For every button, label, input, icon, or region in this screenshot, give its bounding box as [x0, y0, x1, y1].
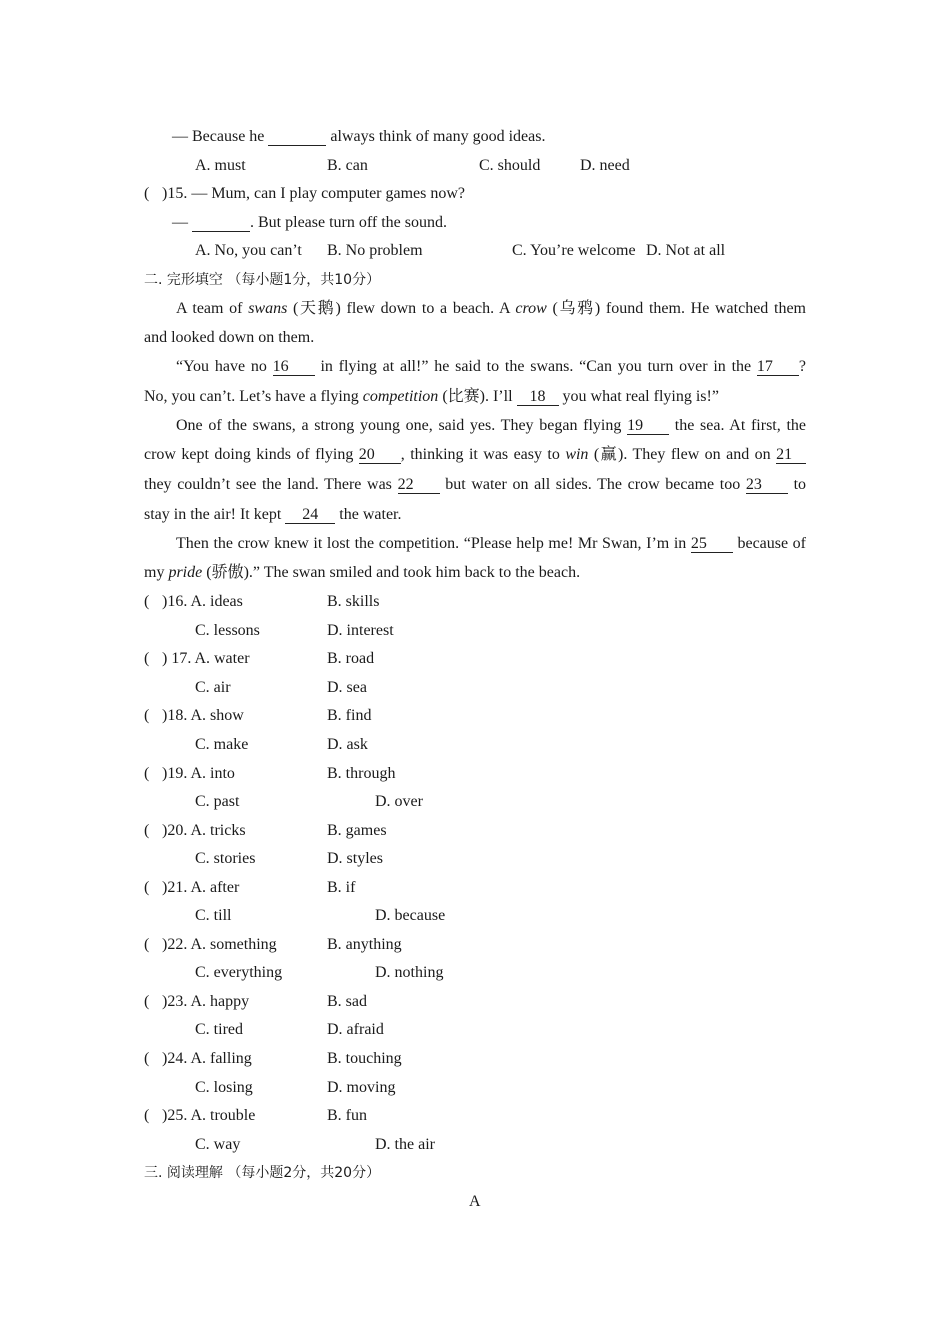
- q22-paren: (: [144, 936, 150, 953]
- blank-20: 20: [359, 446, 401, 464]
- q22-option-d: D. nothing: [375, 964, 444, 981]
- q20-paren: (: [144, 822, 150, 839]
- q23-option-d: D. afraid: [327, 1021, 384, 1038]
- p3-text-h: to: [793, 476, 807, 493]
- q14-answer-suffix: always think of many good ideas.: [330, 128, 546, 145]
- q15-option-a: A. No, you can’t: [195, 242, 302, 259]
- q21-option-a: )21. A. after: [162, 879, 240, 896]
- blank-23: 23: [746, 476, 788, 494]
- q21-option-b: B. if: [327, 879, 356, 896]
- p4-text-b: because of: [737, 535, 807, 552]
- q14-blank: [268, 128, 326, 146]
- q14-answer-prefix: — Because he: [172, 128, 265, 145]
- blank-21: 21: [776, 446, 806, 464]
- q18-option-d: D. ask: [327, 736, 368, 753]
- section2-heading: 二. 完形填空 （每小题1分，共10分）: [144, 272, 381, 288]
- q24-option-d: D. moving: [327, 1079, 396, 1096]
- q20-option-b: B. games: [327, 822, 387, 839]
- q18-option-c: C. make: [195, 736, 249, 753]
- q21-option-c: C. till: [195, 907, 232, 924]
- p2-word-competition: competition: [362, 388, 439, 405]
- p3-text-j: the water.: [339, 506, 402, 523]
- q19-option-d: D. over: [375, 793, 423, 810]
- q15-answer-suffix: . But please turn off the sound.: [250, 214, 448, 231]
- q22-option-c: C. everything: [195, 964, 283, 981]
- q15-blank: [192, 214, 250, 232]
- q15-stem: )15. — Mum, can I play computer games now?: [162, 185, 466, 202]
- blank-19: 19: [627, 417, 669, 435]
- p3-text-a: One of the swans, a strong young one, said yes. They began flying: [176, 417, 622, 434]
- q17-option-b: B. road: [327, 650, 375, 667]
- p3-text-b: the sea. At first, the: [674, 417, 807, 434]
- blank-22: 22: [398, 476, 440, 494]
- q25-option-a: )25. A. trouble: [162, 1107, 256, 1124]
- q21-paren: (: [144, 879, 150, 896]
- q20-option-d: D. styles: [327, 850, 383, 867]
- q17-option-d: D. sea: [327, 679, 367, 696]
- passage-p4-line2: [144, 563, 580, 583]
- p4-text-a: Then the crow knew it lost the competition. “Please help me! Mr Swan, I’m in: [176, 535, 687, 552]
- q18-paren: (: [144, 707, 150, 724]
- passage-p2-line2: [144, 387, 719, 407]
- q22-option-a: )22. A. something: [162, 936, 277, 953]
- blank-17: 17: [757, 358, 799, 376]
- section3-subheading: A: [469, 1193, 481, 1210]
- q19-option-c: C. past: [195, 793, 240, 810]
- p2-text-a: “You have no: [176, 358, 267, 375]
- q23-paren: (: [144, 993, 150, 1010]
- passage-p2-line1: [176, 357, 806, 377]
- q15-option-b: B. No problem: [327, 242, 423, 259]
- q17-option-c: C. air: [195, 679, 231, 696]
- blank-18: 18: [517, 388, 559, 406]
- p2-text-e: (比赛). I’ll: [442, 388, 513, 405]
- q18-option-a: )18. A. show: [162, 707, 244, 724]
- q16-option-b: B. skills: [327, 593, 380, 610]
- q19-paren: (: [144, 765, 150, 782]
- p1-word-crow: crow: [515, 300, 547, 317]
- blank-16: 16: [273, 358, 315, 376]
- p3-text-c: crow kept doing kinds of flying: [144, 446, 354, 463]
- q23-option-a: )23. A. happy: [162, 993, 250, 1010]
- q15-paren: (: [144, 185, 150, 202]
- q15-answer-line: [172, 213, 447, 233]
- p2-text-f: you what real flying is!”: [562, 388, 719, 405]
- passage-p1-line1: [176, 299, 806, 319]
- p1-word-swans: swans: [248, 300, 288, 317]
- q21-option-d: D. because: [375, 907, 446, 924]
- q14-option-d: D. need: [580, 157, 630, 174]
- q25-option-b: B. fun: [327, 1107, 367, 1124]
- q22-option-b: B. anything: [327, 936, 402, 953]
- q16-option-c: C. lessons: [195, 622, 260, 639]
- p4-text-d: (骄傲).” The swan smiled and took him back to the beach.: [206, 564, 581, 581]
- p4-text-c: my: [144, 564, 165, 581]
- q23-option-b: B. sad: [327, 993, 367, 1010]
- p1-text-c: (乌鸦) found them. He watched them: [552, 300, 806, 317]
- q14-answer-line: [172, 127, 545, 147]
- passage-p1-line2: and looked down on them.: [144, 329, 315, 346]
- q24-option-a: )24. A. falling: [162, 1050, 252, 1067]
- blank-24: 24: [285, 506, 335, 524]
- blank-25: 25: [691, 535, 733, 553]
- q19-option-b: B. through: [327, 765, 396, 782]
- q16-paren: (: [144, 593, 150, 610]
- q24-option-c: C. losing: [195, 1079, 253, 1096]
- q23-option-c: C. tired: [195, 1021, 243, 1038]
- q18-option-b: B. find: [327, 707, 372, 724]
- q14-option-b: B. can: [327, 157, 368, 174]
- q25-option-c: C. way: [195, 1136, 241, 1153]
- q20-option-c: C. stories: [195, 850, 256, 867]
- q24-paren: (: [144, 1050, 150, 1067]
- passage-p3-line1: [176, 416, 806, 436]
- passage-p3-line2: [144, 445, 806, 465]
- q25-option-d: D. the air: [375, 1136, 435, 1153]
- p2-text-c: ?: [798, 358, 807, 375]
- q14-option-c: C. should: [479, 157, 541, 174]
- q19-option-a: )19. A. into: [162, 765, 235, 782]
- q15-option-c: C. You’re welcome: [512, 242, 636, 259]
- p3-text-i: stay in the air! It kept: [144, 506, 282, 523]
- passage-p3-line4: [144, 505, 402, 525]
- passage-p4-line1: [176, 534, 806, 554]
- p3-text-g: but water on all sides. The crow became too: [445, 476, 741, 493]
- q20-option-a: )20. A. tricks: [162, 822, 246, 839]
- q17-option-a: ) 17. A. water: [162, 650, 250, 667]
- p3-text-f: they couldn’t see the land. There was: [144, 476, 392, 493]
- q16-option-a: )16. A. ideas: [162, 593, 243, 610]
- p2-text-d: No, you can’t. Let’s have a flying: [144, 388, 359, 405]
- section3-heading: 三. 阅读理解 （每小题2分，共20分）: [144, 1165, 381, 1181]
- q15-option-d: D. Not at all: [646, 242, 726, 259]
- p3-word-win: win: [565, 446, 589, 463]
- q15-answer-prefix: —: [172, 214, 188, 231]
- p4-word-pride: pride: [168, 564, 203, 581]
- q16-option-d: D. interest: [327, 622, 394, 639]
- q14-option-a: A. must: [195, 157, 246, 174]
- q24-option-b: B. touching: [327, 1050, 402, 1067]
- passage-p3-line3: [144, 475, 806, 495]
- p3-text-e: (赢). They flew on and on: [593, 446, 771, 463]
- p1-text-b: (天鹅) flew down to a beach. A: [293, 300, 510, 317]
- q25-paren: (: [144, 1107, 150, 1124]
- q17-paren: (: [144, 650, 150, 667]
- p2-text-b: in flying at all!” he said to the swans. “Can you turn over in the: [320, 358, 752, 375]
- p3-text-d: , thinking it was easy to: [400, 446, 560, 463]
- p1-text-a: A team of: [176, 300, 243, 317]
